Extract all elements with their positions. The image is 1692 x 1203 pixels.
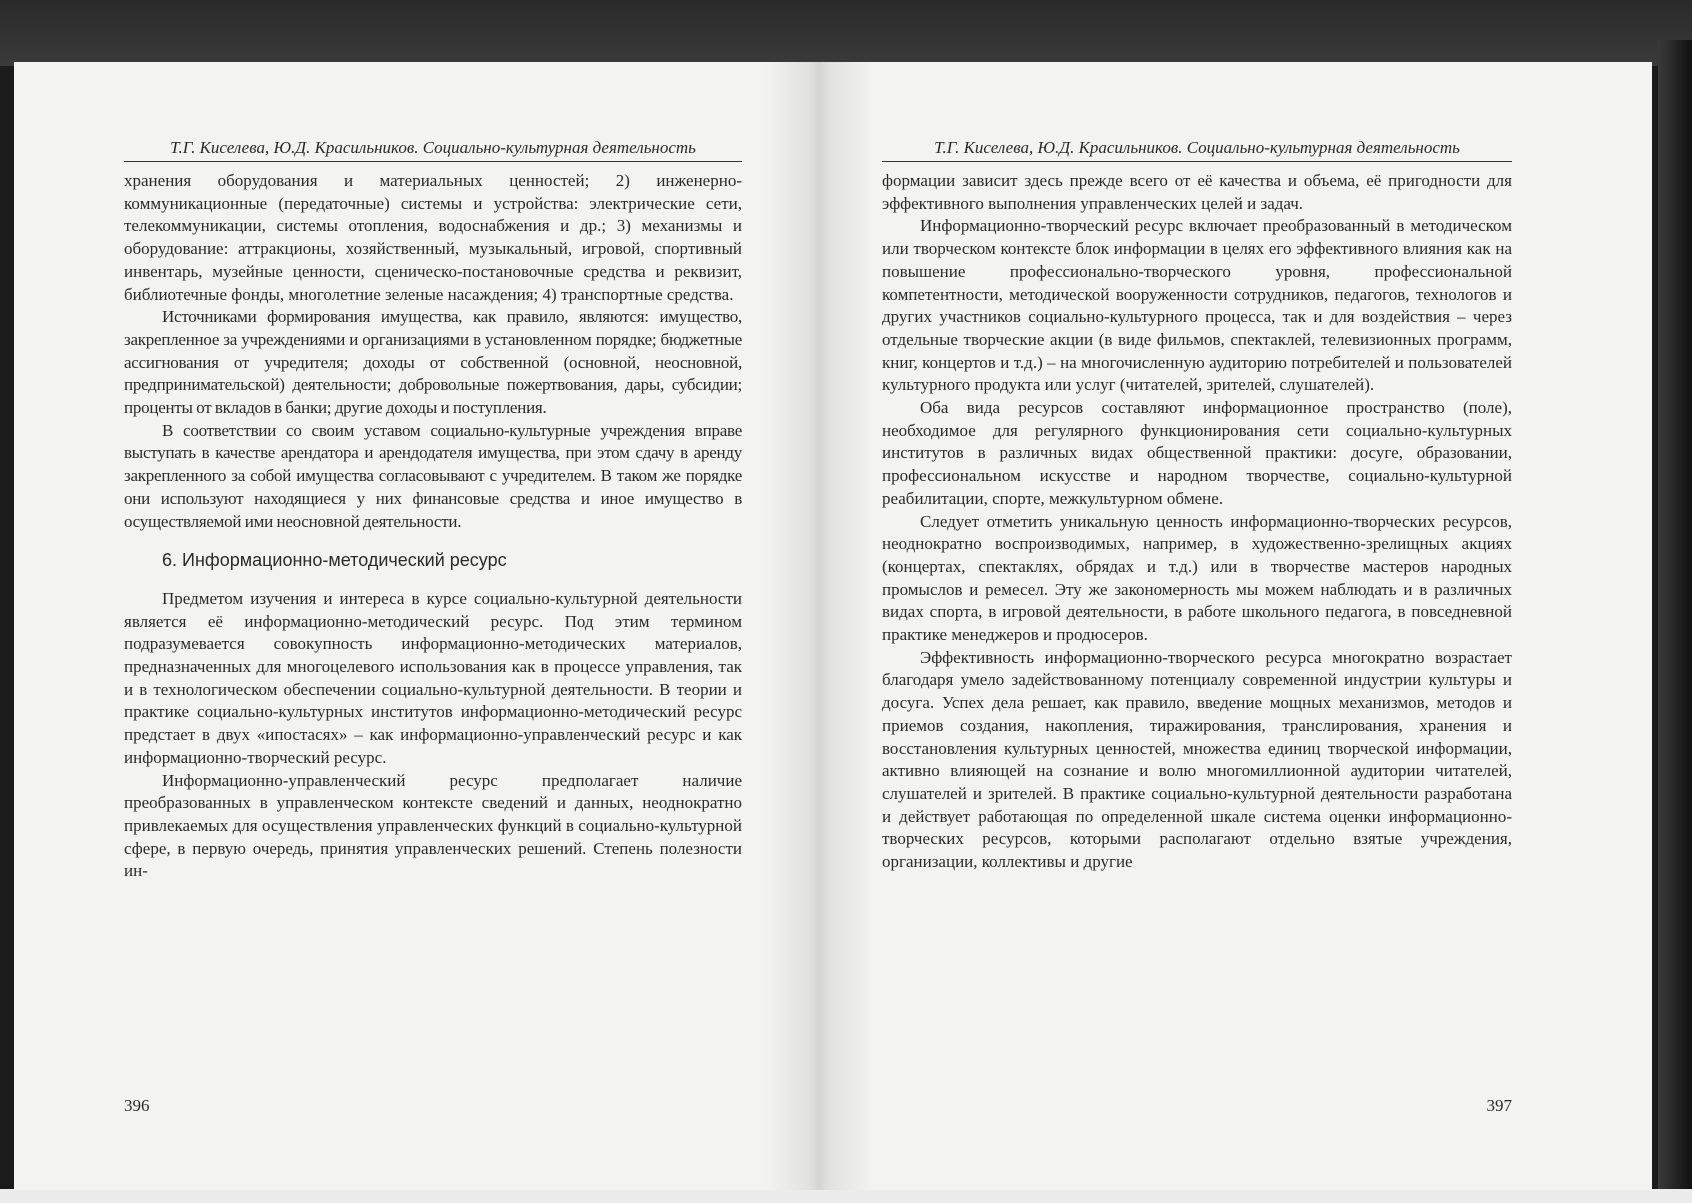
scan-top-edge (0, 0, 1692, 66)
section-heading: 6. Информационно-методический ресурс (162, 550, 507, 571)
right-page-body (882, 170, 1512, 874)
left-paragraph-2: Источниками формирования имущества, как правило, являются: имущество, закрепленное за учреждениями и организациями в установленном порядке; бюджетные ассигнования от учредителя; доходы от собственной (основной, неосновной, предпринимательской) деятельности; добровольные пожертвования, дары, субсидии; проценты от вкладов в банки; другие доходы и поступления. (124, 307, 742, 418)
right-paragraph-4: Следует отметить уникальную ценность информационно-творческих ресурсов, неоднократно воспроизводимых, например, в художественно-зрелищных акциях (концертах, спектаклях, обрядах и т.д.) или в творчестве мастеров народных промыслов и ремесел. Эту же закономерность мы можем наблюдать и в различных видах спорта, в игровой деятельности, в работе школьного педагога, в повседневной практике менеджеров и продюсеров. (882, 511, 1512, 645)
right-paragraph-2: Информационно-творческий ресурс включает преобразованный в методическом или творческом контексте блок информации в целях его эффективного влияния как на повышение профессионально-творческого уровня, профессиональной компетентности, методической вооруженности сотрудников, педагогов, технологов и других участников социально-культурного процесса, так и для воздействия – через отдельные творческие акции (в виде фильмов, спектаклей, телевизионных программ, книг, концертов и т.д.) – на многочисленную аудиторию потребителей и пользователей культурного продукта или услуг (читателей, зрителей, слушателей). (882, 216, 1512, 395)
right-paragraph-5: Эффективность информационно-творческого ресурса многократно возрастает благодаря умело задействованному потенциалу современной индустрии культуры и досуга. Успех дела решает, как правило, введение мощных механизмов, методов и приемов создания, накопления, тиражирования, транслирования, хранения и восстановления культурных ценностей, множества единиц творческой информации, активно влияющей на сознание и волю многомиллионной аудитории читателей, слушателей и зрителей. В практике социально-культурной деятельности разработана и действует работающая по определенной шкале система оценки информационно-творческих ресурсов, которыми располагают отдельно взятые учреждения, организации, коллективы и другие (882, 647, 1512, 872)
scan-bottom-edge (0, 1189, 1692, 1203)
book-spread (14, 62, 1652, 1190)
right-page-number: 397 (1486, 1096, 1512, 1115)
right-paragraph-1: формации зависит здесь прежде всего от её качества и объема, её пригодности для эффективного выполнения управленческих целей и задач. (882, 171, 1512, 213)
book-gutter (764, 62, 874, 1190)
left-paragraph-1: хранения оборудования и материальных ценностей; 2) инженерно-коммуникационные (передаточные) системы и устройства: электрические сети, телекоммуникации, системы отопления, водоснабжения и др.; 3) механизмы и оборудование: аттракционы, хозяйственный, музыкальный, игровой, спортивный инвентарь, музейные ценности, сценическо-постановочные средства и реквизит, библиотечные фонды, многолетние зеленые насаждения; 4) транспортные средства. (124, 171, 742, 304)
left-paragraph-5: Информационно-управленческий ресурс предполагает наличие преобразованных в управленческом контексте сведений и данных, неоднократно привлекаемых для осуществления управленческих функций в социально-культурной сфере, в первую очередь, принятия управленческих решений. Степень полезности ин- (124, 770, 742, 881)
right-page (882, 62, 1512, 1190)
left-paragraph-4: Предметом изучения и интереса в курсе социально-культурной деятельности является её информационно-методический ресурс. Под этим термином подразумевается совокупность информационно-методических материалов, предназначенных для многоцелевого использования как в процессе управления, так и в технологическом обеспечении социально-культурной деятельности. В теории и практике социально-культурных институтов информационно-методический ресурс предстает в двух «ипостасях» – как информационно-управленческий ресурс и как информационно-творческий ресурс. (124, 588, 742, 767)
left-running-head: Т.Г. Киселева, Ю.Д. Красильников. Социально-культурная деятельность (124, 138, 742, 162)
left-page (124, 62, 742, 1190)
left-paragraph-3: В соответствии со своим уставом социально-культурные учреждения вправе выступать в качестве арендатора и арендодателя имущества, при этом сдачу в аренду закрепленного за собой имущества согласовывают с учредителем. В таком же порядке они используют находящиеся у них финансовые средства и иное имущество в осуществляемой ими неосновной деятельности. (124, 420, 742, 531)
left-page-number: 396 (124, 1096, 150, 1115)
left-page-body (124, 170, 742, 883)
scan-right-edge (1658, 40, 1692, 1203)
right-paragraph-3: Оба вида ресурсов составляют информационное пространство (поле), необходимое для регулярного функционирования сети социально-культурных институтов в различных видах общественной практики: досуге, образовании, профессиональном искусстве и народном творчестве, социально-культурной реабилитации, спорте, межкультурном обмене. (882, 398, 1512, 508)
right-running-head: Т.Г. Киселева, Ю.Д. Красильников. Социально-культурная деятельность (882, 138, 1512, 162)
